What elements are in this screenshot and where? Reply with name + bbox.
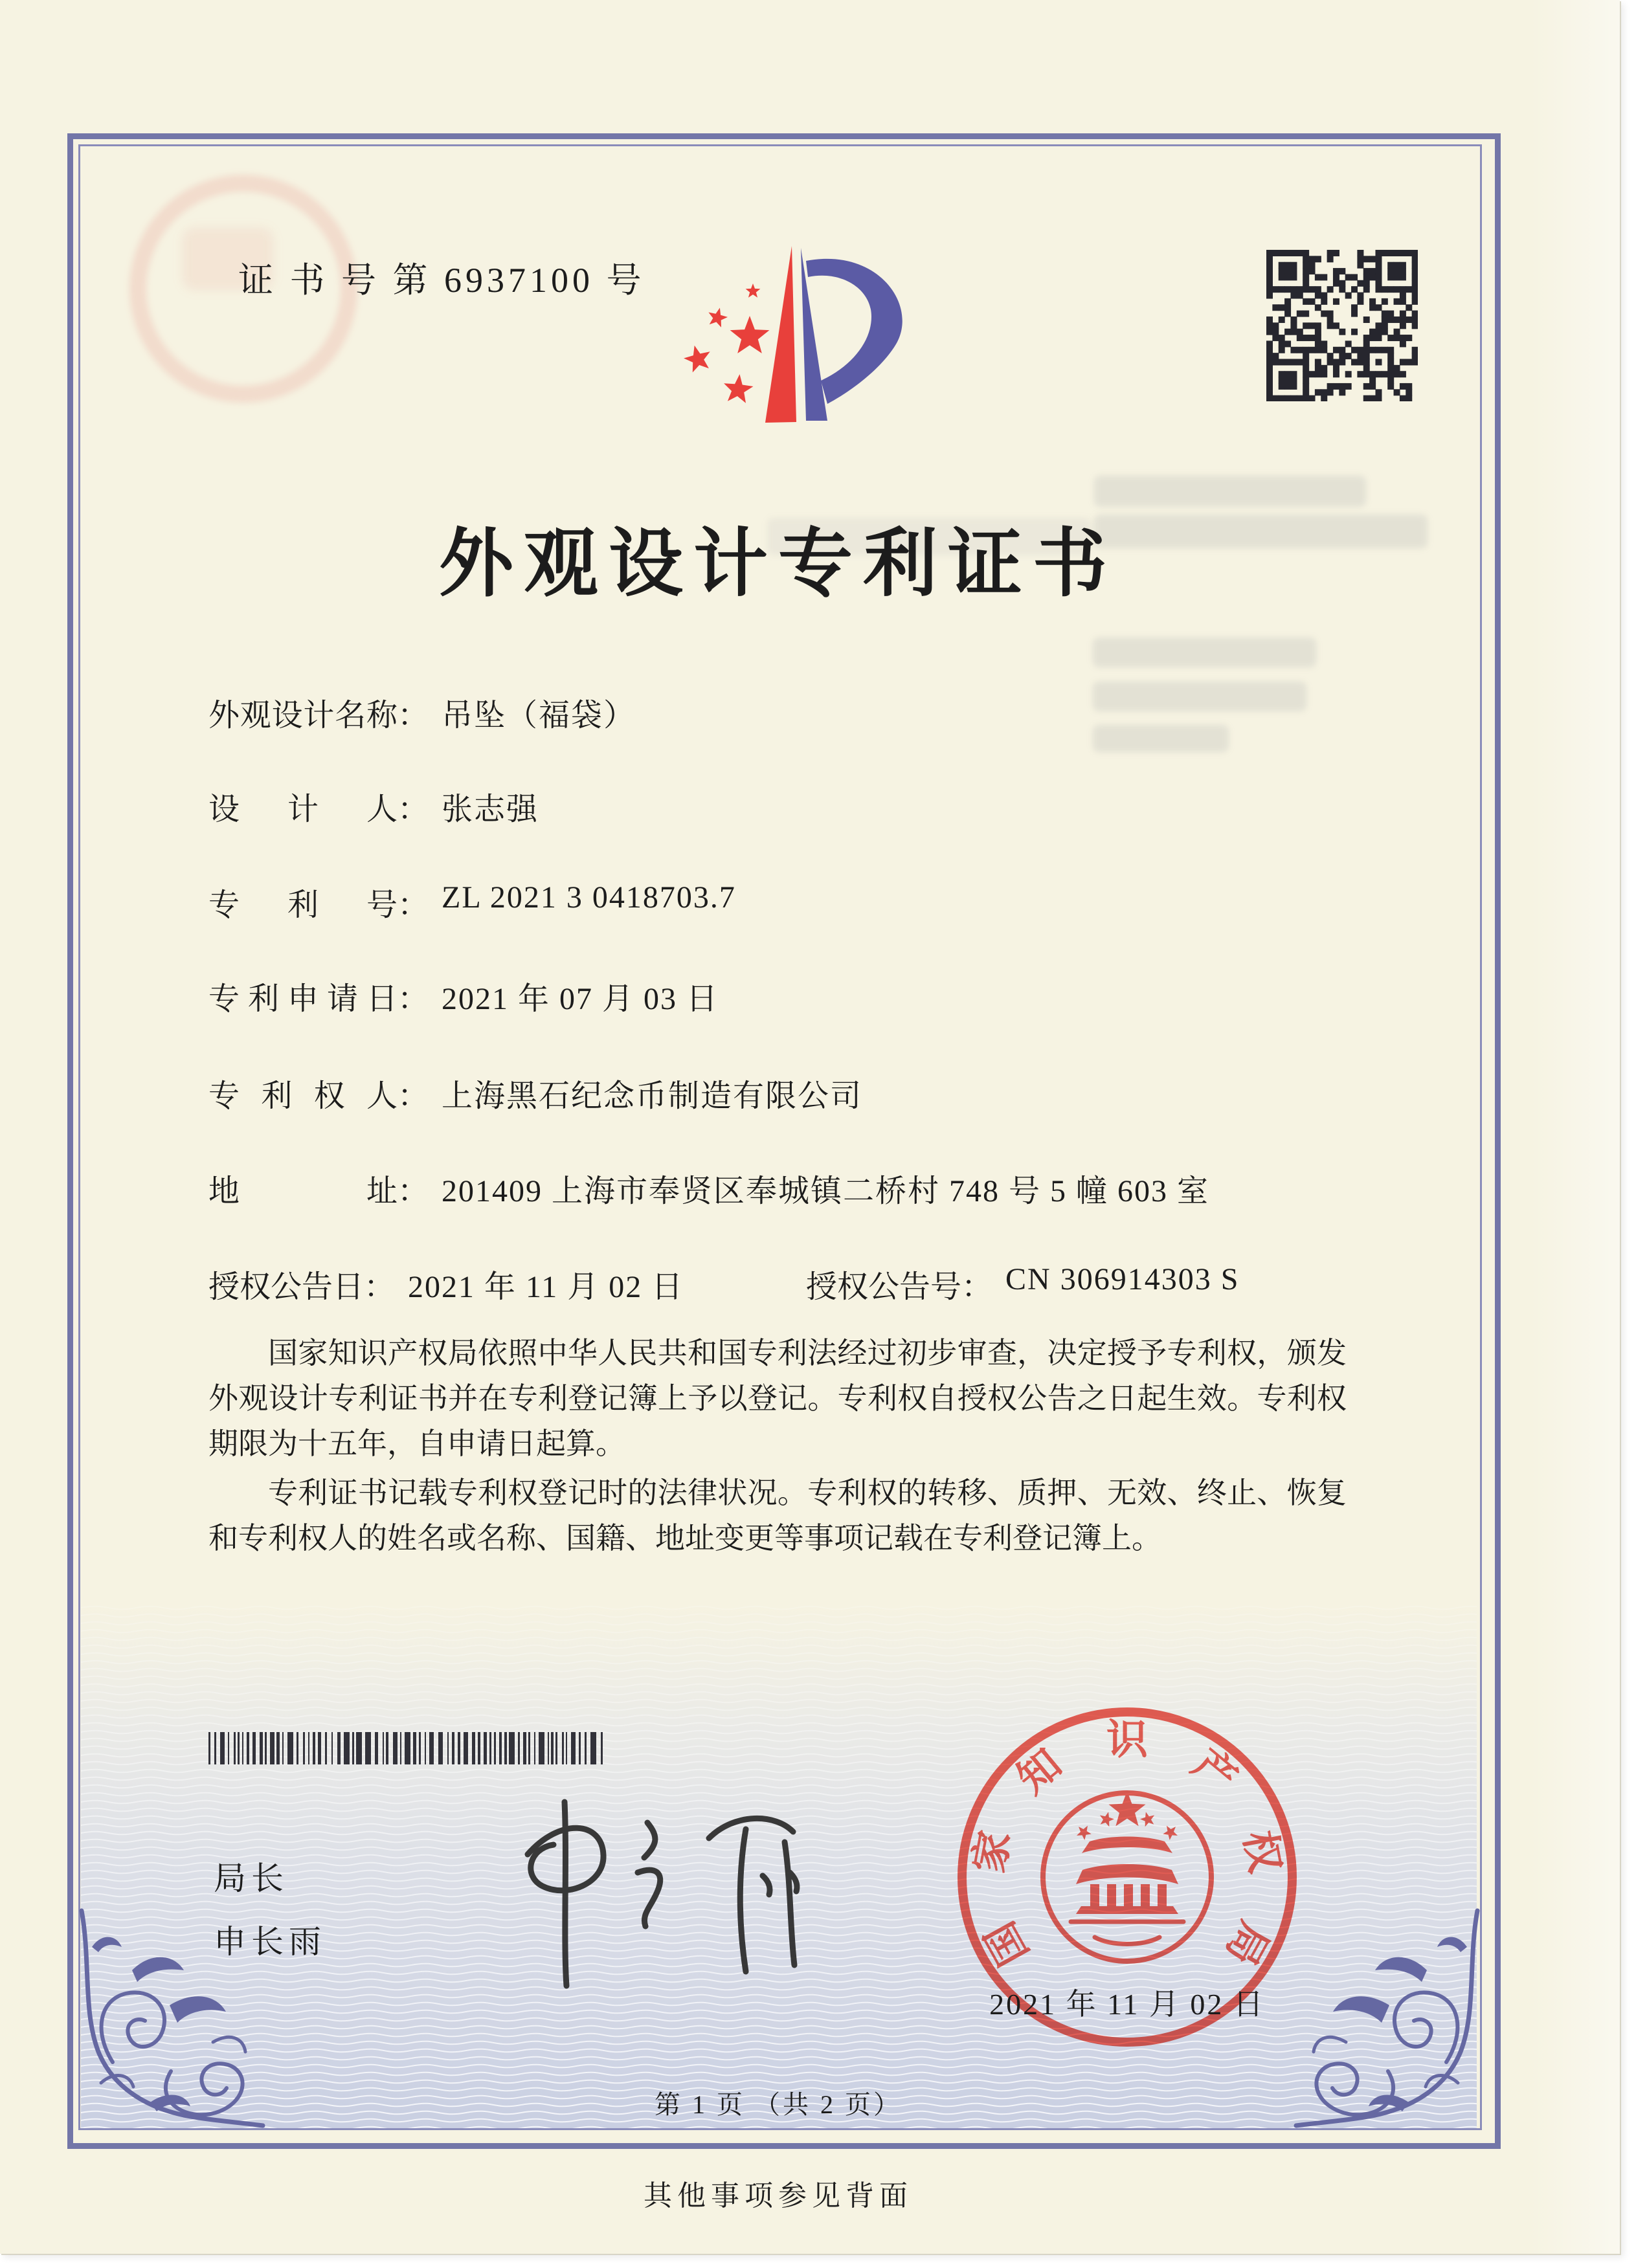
director-title-label: 局长	[214, 1860, 289, 1896]
qr-code	[1266, 250, 1418, 401]
page-number: 第 1 页 （共 2 页）	[655, 2090, 902, 2119]
field-row-patentee	[208, 1071, 862, 1111]
svg-text:识: 识	[1106, 1717, 1148, 1763]
field-value: 2021 年 07 月 03 日	[442, 982, 719, 1016]
national-emblem-icon	[1043, 1791, 1211, 1961]
field-label: 设计人	[208, 792, 398, 827]
field-colon: ：	[961, 1270, 993, 1304]
field-row-designer	[208, 784, 539, 827]
barcode	[208, 1732, 612, 1764]
field-value: 张志强	[442, 792, 539, 827]
field-colon: ：	[364, 1270, 396, 1304]
svg-text:权: 权	[1235, 1827, 1289, 1876]
field-label: 专利号	[208, 888, 398, 922]
document-title: 外观设计专利证书	[438, 523, 1117, 605]
field-value: 吊坠（福袋）	[442, 698, 636, 733]
svg-text:国: 国	[977, 1914, 1038, 1973]
body-paragraph: 国家知识产权局依照中华人民共和国专利法经过初步审查，决定授予专利权，颁发外观设计专利证书并在专利登记簿上予以登记。专利权自授权公告之日起生效。专利权期限为十五年，自申请日起算。	[208, 1337, 1347, 1460]
grant-no-value: CN 306914303 S	[1005, 1262, 1240, 1296]
grant-announcement-row	[208, 1262, 1240, 1306]
field-label: 地址	[208, 1174, 398, 1208]
grant-no-label: 授权公告号	[806, 1270, 962, 1304]
field-row-filing-date	[208, 973, 719, 1014]
svg-text:家: 家	[965, 1827, 1019, 1876]
grant-number-pair	[806, 1262, 1239, 1306]
director-name-label: 申长雨	[214, 1924, 326, 1960]
svg-text:产: 产	[1184, 1740, 1246, 1803]
field-value: 201409 上海市奉贤区奉城镇二桥村 748 号 5 幢 603 室	[442, 1174, 1210, 1208]
certificate-number: 证 书 号 第 6937100 号	[238, 261, 645, 300]
field-colon: ：	[398, 1174, 429, 1208]
field-row-patent-number	[208, 880, 736, 920]
legal-text-block	[208, 1331, 1347, 1561]
field-label: 专利申请日	[208, 982, 398, 1016]
cnipa-logo-icon	[673, 233, 952, 447]
field-label: 专利权人	[208, 1079, 398, 1113]
field-value: ZL 2021 3 0418703.7	[442, 880, 736, 915]
field-colon: ：	[398, 698, 429, 733]
back-side-note: 其他事项参见背面	[644, 2180, 913, 2212]
body-paragraph: 专利证书记载专利权登记时的法律状况。专利权的转移、质押、无效、终止、恢复和专利权人的姓名或名称、国籍、地址变更等事项记载在专利登记簿上。	[208, 1476, 1347, 1555]
director-signature	[453, 1793, 816, 1994]
svg-text:局: 局	[1216, 1914, 1277, 1973]
seal-date: 2021 年 11 月 02 日	[989, 1988, 1265, 2021]
grant-date-value: 2021 年 11 月 02 日	[408, 1270, 684, 1304]
field-colon: ：	[398, 982, 429, 1016]
field-value: 上海黑石纪念币制造有限公司	[442, 1079, 863, 1113]
field-row-address	[208, 1166, 1209, 1206]
field-colon: ：	[398, 792, 429, 827]
svg-text:知: 知	[1009, 1740, 1070, 1803]
grant-date-label: 授权公告日	[208, 1270, 364, 1304]
field-label: 外观设计名称	[208, 698, 398, 733]
field-colon: ：	[398, 888, 429, 922]
field-colon: ：	[398, 1079, 429, 1113]
field-row-design-name	[208, 690, 636, 733]
